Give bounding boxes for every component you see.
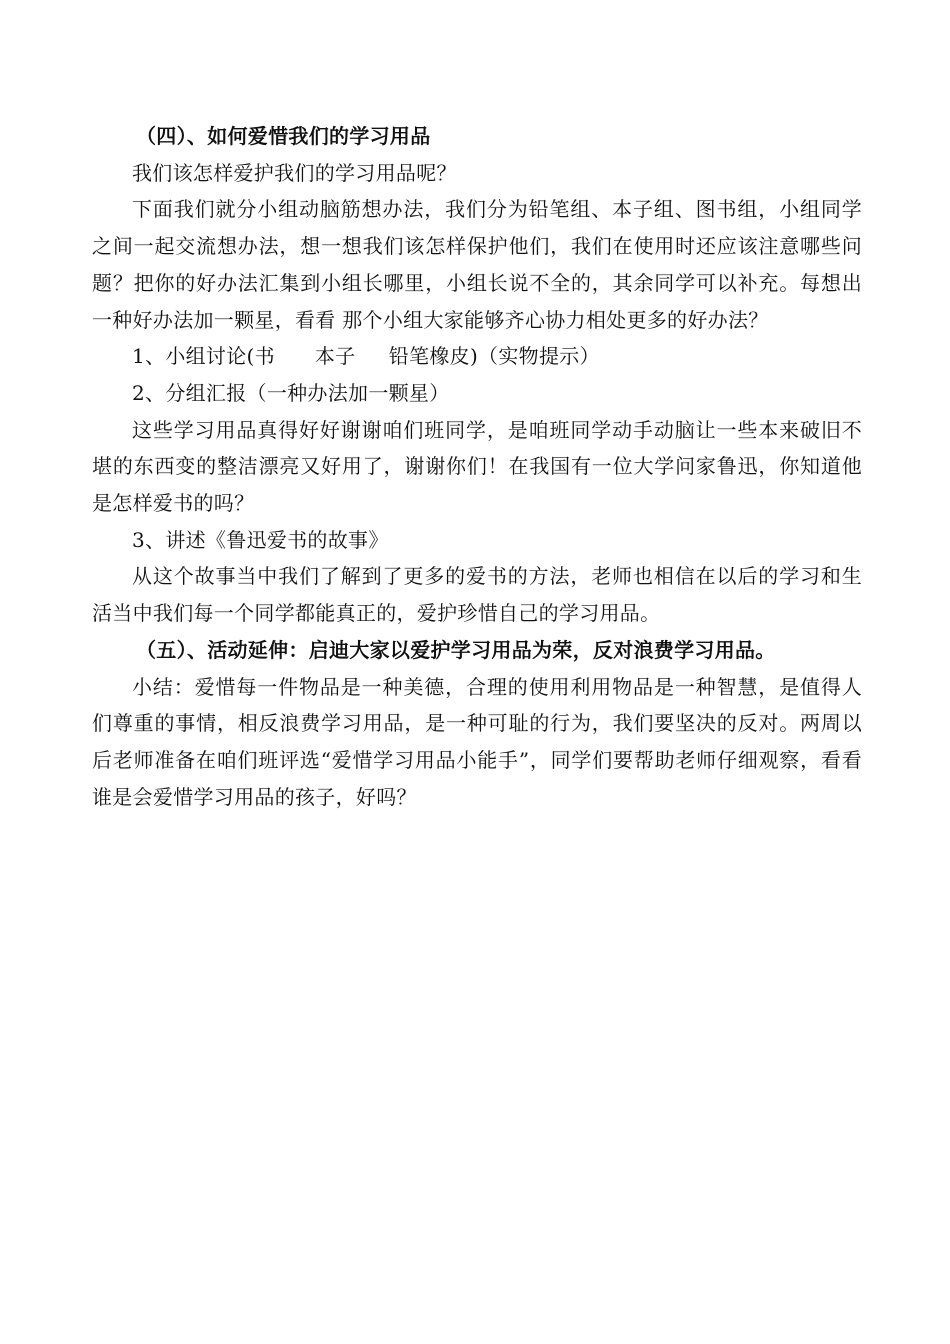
section-four-heading: （四）、如何爱惜我们的学习用品 [136,124,431,148]
list-item-story: 3、讲述《鲁迅爱书的故事》 [132,527,389,552]
section-five-heading: （五）、活动延伸：启迪大家以爱护学习用品为荣，反对浪费学习用品。 [136,637,776,662]
summary-paragraph: 小结：爱惜每一件物品是一种美德，合理的使用利用物品是一种智慧，是值得人们尊重的事情，相反浪费学习用品，是一种可耻的行为，我们要坚决的反对。两周以后老师准备在咱们班评选“爱惜学习用品小能手”，同学们要帮助老师仔细观察，看看谁是会爱惜学习用品的孩子，好吗？ [92,674,862,809]
story-paragraph: 从这个故事当中我们了解到了更多的爱书的方法，老师也相信在以后的学习和生活当中我们每一个同学都能真正的，爱护珍惜自己的学习用品。 [92,564,862,626]
thanks-paragraph: 这些学习用品真得好好谢谢咱们班同学，是咱班同学动手动脑让一些本来破旧不堪的东西变的整洁漂亮又好用了，谢谢你们！在我国有一位大学问家鲁迅，你知道他是怎样爱书的吗？ [92,417,862,516]
list-item-group-discussion: 1、小组讨论(书 本子 铅笔橡皮)（实物提示） [132,344,600,369]
list-item-group-report: 2、分组汇报（一种办法加一颗星） [132,380,450,405]
group-instructions-paragraph: 下面我们就分小组动脑筋想办法，我们分为铅笔组、本子组、图书组，小组同学之间一起交流想办法，想一想我们该怎样保护他们，我们在使用时还应该注意哪些问题？把你的好办法汇集到小组长哪里，小组长说不全的，其余同学可以补充。每想出一种好办法加一颗星，看看 那个小组大家能够齐心协力相处更多的好办法？ [92,197,862,332]
document-page [92,118,862,815]
question-paragraph: 我们该怎样爱护我们的学习用品呢？ [132,160,457,185]
